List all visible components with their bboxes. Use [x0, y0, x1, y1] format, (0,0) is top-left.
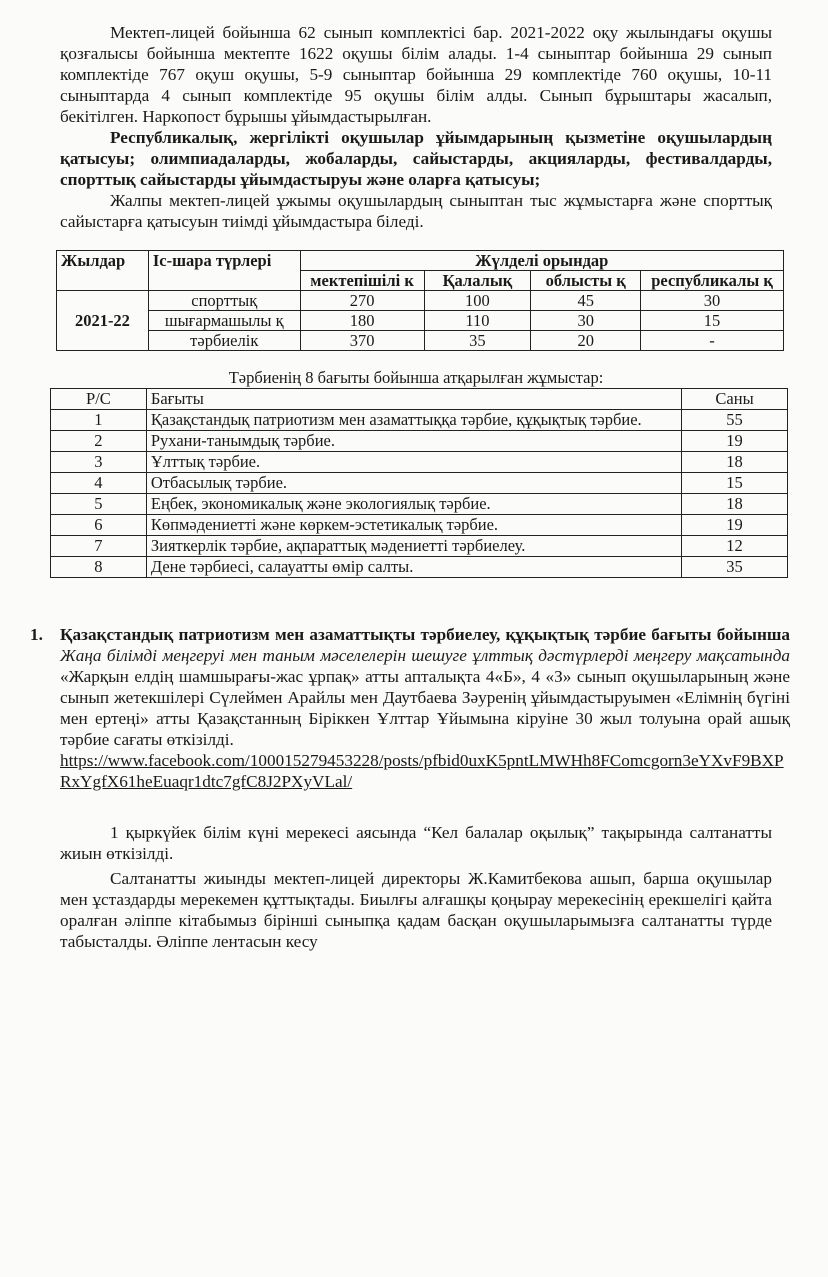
event-type-cell: спорттық: [148, 291, 300, 311]
header-school-level: мектепішілі к: [300, 271, 424, 291]
section-title: Қазақстандық патриотизм мен азаматтықты тәрбиелеу, құқықтық тәрбие бағыты бойынша: [60, 625, 790, 644]
intro-paragraph-3: Жалпы мектеп-лицей ұжымы оқушылардың сыныптан тыс жұмыстарға және спорттық сайыстарға қатысуын тиімді ұйымдастыра біледі.: [60, 191, 772, 231]
city-cell: 110: [424, 311, 531, 331]
closing-paragraph-1: 1 қыркүйек білім күні мерекесі аясында “Кел балалар оқылық” тақырында салтанатты жиын өткізілді.: [60, 823, 772, 863]
row-count: 15: [682, 473, 788, 494]
year-cell: 2021-22: [57, 291, 149, 351]
row-number: 7: [51, 536, 147, 557]
intro-paragraph-2: Республикалық, жергілікті оқушылар ұйымдарының қызметіне оқушылардың қатысуы; олимпиадаларды, жобаларды, сайыстарды, акцияларды, фестивалдарды, спорттық сайыстарды ұйымдастыруы және оларға қатысуы;: [60, 128, 772, 189]
section-italic-text: Жаңа білімді меңгеруі мен таным мәселелерін шешуге ұлттық дәстүрлерді меңгеру мақсатында: [60, 646, 790, 665]
row-number: 2: [51, 431, 147, 452]
header-republic-level: республикалы қ: [641, 271, 784, 291]
section-1: [30, 624, 790, 792]
table-row: [51, 431, 788, 452]
city-cell: 35: [424, 331, 531, 351]
region-cell: 20: [531, 331, 641, 351]
school-cell: 370: [300, 331, 424, 351]
table-row: [51, 410, 788, 431]
republic-cell: -: [641, 331, 784, 351]
row-number: 4: [51, 473, 147, 494]
directions-table: [50, 388, 788, 578]
table-row: [51, 557, 788, 578]
row-count: 18: [682, 494, 788, 515]
table-row: [51, 536, 788, 557]
row-direction: Рухани-танымдық тәрбие.: [146, 431, 681, 452]
closing-paragraph-2: Салтанатты жиынды мектеп-лицей директоры Ж.Камитбекова ашып, барша оқушылар мен ұстаздарды мерекемен құттықтады. Биылғы алғашқы қоңырау мерекесінің ерекшелігі қайта оралған әліппе кітабымыз бірінші сыныпқа қадам басқан оқушыларымызға салтанатты түрде табысталды. Әліппе лентасын кесу: [60, 869, 772, 951]
row-number: 8: [51, 557, 147, 578]
row-direction: Көпмәдениетті және көркем-эстетикалық тәрбие.: [146, 515, 681, 536]
row-count: 55: [682, 410, 788, 431]
section-number: 1.: [30, 625, 43, 644]
republic-cell: 30: [641, 291, 784, 311]
row-direction: Зияткерлік тәрбие, ақпараттық мәдениетті тәрбиелеу.: [146, 536, 681, 557]
table-row: [51, 473, 788, 494]
awards-table: [56, 250, 784, 351]
row-number: 5: [51, 494, 147, 515]
event-type-cell: шығармашылы қ: [148, 311, 300, 331]
header-region-level: облысты қ: [531, 271, 641, 291]
region-cell: 30: [531, 311, 641, 331]
table-row: [51, 515, 788, 536]
table-row: [51, 494, 788, 515]
header-year: Жылдар: [57, 251, 149, 291]
city-cell: 100: [424, 291, 531, 311]
header-direction: Бағыты: [146, 389, 681, 410]
table-row: [57, 291, 784, 311]
header-event-type: Іс-шара түрлері: [148, 251, 300, 291]
row-direction: Отбасылық тәрбие.: [146, 473, 681, 494]
facebook-post-link[interactable]: https://www.facebook.com/100015279453228/posts/pfbid0uxK5pntLMWHh8FComcgorn3eYXvF9BXPRxYgfX61heEuaqr1dtc7gfC8J2PXyVLal/: [60, 751, 784, 791]
intro-paragraph-1: Мектеп-лицей бойынша 62 сынып комплектісі бар. 2021-2022 оқу жылындағы оқушы қозғалысы бойынша мектепте 1622 оқушы білім алады. 1-4 сыныптар бойынша 29 сынып комплектіде 767 оқуш оқушы, 5-9 сыныптар бойынша 29 комплектіде 760 оқушы, 10-11 сыныптарда 4 сынып комплектіде 95 оқушы білім алды. Сынып бұрыштары жасалып, бекітілген. Наркопост бұрышы ұйымдастырылған.: [60, 23, 772, 126]
row-direction: Еңбек, экономикалық және экологиялық тәрбие.: [146, 494, 681, 515]
row-count: 18: [682, 452, 788, 473]
republic-cell: 15: [641, 311, 784, 331]
table-row: [57, 331, 784, 351]
row-number: 6: [51, 515, 147, 536]
row-direction: Қазақстандық патриотизм мен азаматтыққа тәрбие, құқықтық тәрбие.: [146, 410, 681, 431]
row-count: 35: [682, 557, 788, 578]
header-city-level: Қалалық: [424, 271, 531, 291]
row-direction: Дене тәрбиесі, салауатты өмір салты.: [146, 557, 681, 578]
directions-caption: Тәрбиенің 8 бағыты бойынша атқарылған жұмыстар:: [228, 368, 604, 387]
school-cell: 180: [300, 311, 424, 331]
event-type-cell: тәрбиелік: [148, 331, 300, 351]
header-number: Р/С: [51, 389, 147, 410]
school-cell: 270: [300, 291, 424, 311]
header-count: Саны: [682, 389, 788, 410]
document-page: [30, 22, 790, 952]
row-count: 19: [682, 431, 788, 452]
section-1-text: [60, 624, 790, 750]
row-count: 12: [682, 536, 788, 557]
table-row: [51, 452, 788, 473]
row-number: 3: [51, 452, 147, 473]
section-body-text: «Жарқын елдің шамшырағы-жас ұрпақ» атты апталықта 4«Б», 4 «З» сынып оқушыларының және сынып жетекшілері Сүлеймен Арайлы мен Даутбаева Зәуренің ұйымдастыруымен «Елімнің бүгіні мен ертеңі» атты Қазақстанның Біріккен Ұлттар Ұйымына кіруіне 30 жыл толуына орай ашық тәрбие сағаты өткізілді.: [60, 667, 790, 749]
header-prize-places: Жүлделі орындар: [300, 251, 783, 271]
region-cell: 45: [531, 291, 641, 311]
table-row: [57, 311, 784, 331]
row-number: 1: [51, 410, 147, 431]
row-direction: Ұлттық тәрбие.: [146, 452, 681, 473]
row-count: 19: [682, 515, 788, 536]
